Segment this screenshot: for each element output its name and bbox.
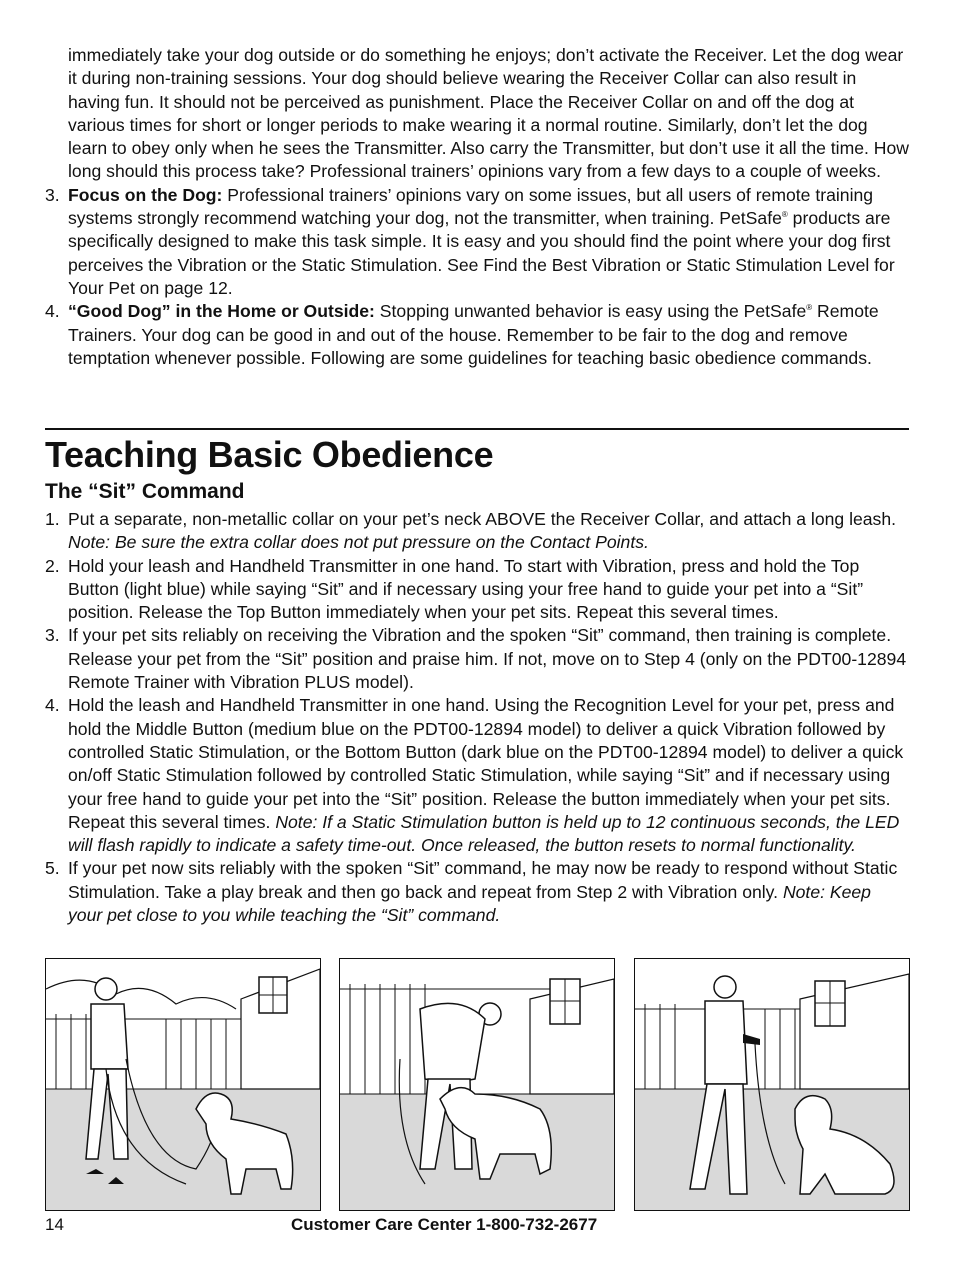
illustration-1-drawing [46, 959, 320, 1210]
step-body [68, 857, 909, 927]
registered-mark: ® [806, 303, 813, 313]
item-body [68, 300, 909, 370]
section-divider [45, 428, 909, 430]
sit-steps-list [45, 508, 909, 927]
step-number: 3. [45, 625, 60, 646]
item-heading: Focus on the Dog: [68, 184, 223, 205]
continued-paragraph: immediately take your dog outside or do something he enjoys; don’t activate the Receiver. Let the dog wear it during non-training sessions. Your dog should believe wearing the Receiver Collar can also result in having fun. It should not be perceived as punishment. Place the Receiver Collar on and off the dog at various times for short or longer periods to make wearing it a normal routine. Similarly, don’t let the dog learn to obey only when he sees the Transmitter. Also carry the Transmitter, but don’t use it all the time. How long should this process take? Professional trainers’ opinions vary from a few days to a couple of weeks. [68, 45, 910, 182]
step-text: Hold your leash and Handheld Transmitter in one hand. To start with Vibration, press and hold the Top Button (light blue) while saying “Sit” and if necessary using your free hand to guide your pet into a “Sit” position. Release the Top Button immediately when your pet sits. Repeat this several times. [68, 555, 864, 623]
page-number: 14 [45, 1215, 64, 1234]
step-note: Note: Keep your pet close to you while teaching the “Sit” command. [68, 881, 871, 926]
step-item [45, 624, 909, 694]
customer-care-line: Customer Care Center 1-800-732-2677 [291, 1215, 598, 1234]
step-number: 2. [45, 555, 60, 576]
illustration-man-with-dog-leash [45, 958, 321, 1211]
step-text: If your pet sits reliably on receiving the Vibration and the spoken “Sit” command, then training is complete. Release your pet from the “Sit” position and praise him. If not, move on to Step 4 (only on the PDT00-12894 Remote Trainer with Vibration PLUS model). [68, 625, 907, 693]
step-item [45, 555, 909, 625]
item-text: products are specifically designed to make this task simple. It is easy and you should find the point where your dog first perceives the Vibration or the Static Stimulation. See Find the Best Vibration or Static Stimulation Level for Your Pet on page 12. [68, 208, 895, 298]
illustration-3-drawing [635, 959, 909, 1210]
item-text: Remote Trainers. Your dog can be good in and out of the house. Remember to be fair to the dog and remove temptation whenever possible. Following are some guidelines for teaching basic obedience commands. [68, 301, 879, 368]
step-item [45, 857, 909, 927]
step-body [68, 624, 909, 694]
intro-item-3 [45, 184, 909, 300]
sit-command-heading: The “Sit” Command [45, 480, 245, 503]
step-item [45, 508, 909, 555]
step-note: Note: If a Static Stimulation button is held up to 12 continuous seconds, the LED will flash rapidly to indicate a safety time-out. Once released, the button resets to normal functionality. [68, 811, 900, 856]
step-text: Put a separate, non-metallic collar on your pet’s neck ABOVE the Receiver Collar, and attach a long leash. [68, 509, 897, 529]
item-body [68, 184, 909, 300]
item-text: Professional trainers’ opinions vary on some issues, but all users of remote training systems strongly recommend watching your dog, not the transmitter, when training. PetSafe [68, 184, 874, 229]
illustration-man-guiding-dog [339, 958, 615, 1211]
registered-mark: ® [781, 210, 788, 220]
step-text: If your pet now sits reliably with the spoken “Sit” command, he may now be ready to respond without Static Stimulation. Take a play break and then go back and repeat from Step 2 with Vibration only. [68, 858, 898, 902]
illustration-dog-sitting [634, 958, 910, 1211]
step-number: 5. [45, 858, 60, 879]
intro-section [45, 44, 909, 370]
item-heading: “Good Dog” in the Home or Outside: [68, 301, 375, 322]
step-number: 1. [45, 509, 60, 529]
step-text: Hold the leash and Handheld Transmitter in one hand. Using the Recognition Level for your pet, press and hold the Middle Button (medium blue on the PDT00-12894 model) to deliver a quick Vibration followed by controlled Static Stimulation, or the Bottom Button (dark blue on the PDT00-12894 model) to deliver a quick on/off Static Stimulation followed by controlled Static Stimulation, while saying “Sit” and if necessary using your free hand to guide your pet into the “Sit” position. Release the button immediately when your pet sits. Repeat this several times. [68, 695, 904, 832]
item-number: 3. [45, 184, 60, 205]
illustration-2-drawing [340, 959, 614, 1210]
step-body [68, 555, 909, 625]
step-number: 4. [45, 695, 60, 716]
item-number: 4. [45, 301, 60, 322]
intro-item-4 [45, 300, 909, 370]
section-title: Teaching Basic Obedience [45, 434, 494, 475]
step-note: Note: Be sure the extra collar does not put pressure on the Contact Points. [68, 532, 649, 553]
step-item [45, 694, 909, 857]
step-body [68, 508, 909, 555]
item-text: Stopping unwanted behavior is easy using the PetSafe [374, 301, 807, 322]
illustration-strip [45, 958, 909, 1211]
step-body [68, 694, 909, 857]
